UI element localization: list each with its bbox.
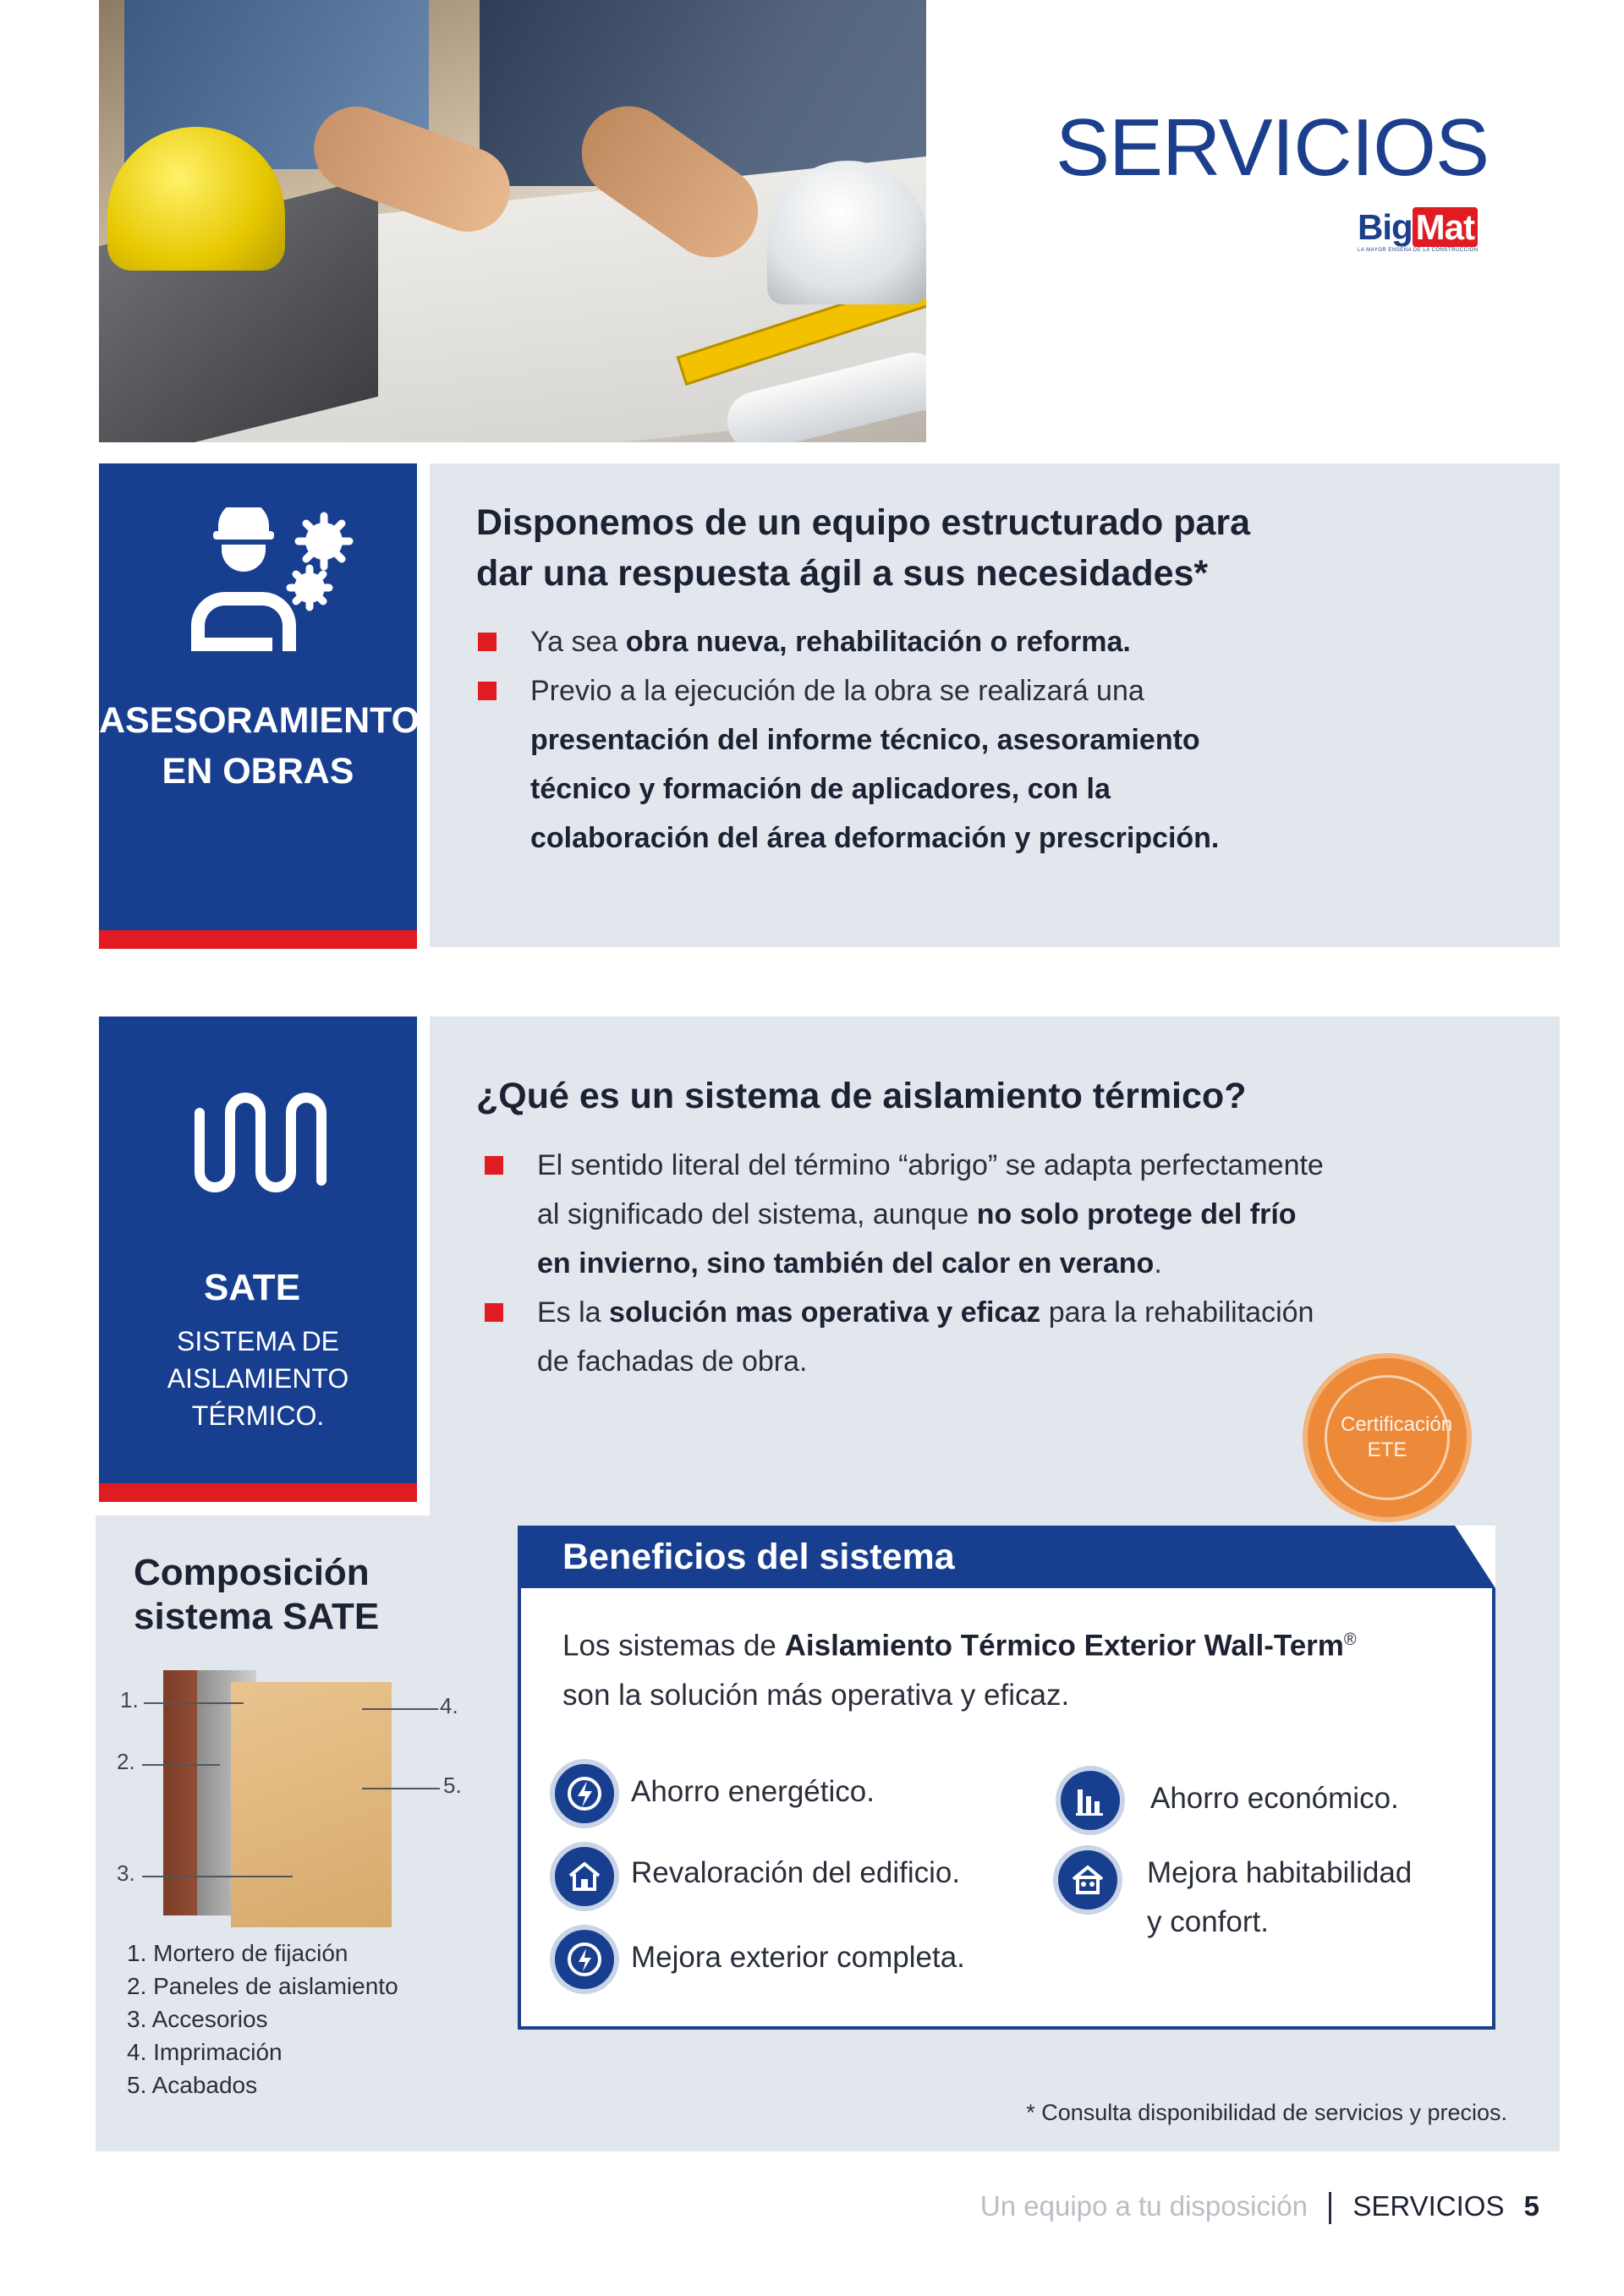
bullet-marker <box>485 1303 503 1322</box>
footer-tagline: Un equipo a tu disposición <box>979 2190 1308 2222</box>
composition-title: Composición sistema SATE <box>134 1552 380 1637</box>
callout-line <box>362 1788 440 1789</box>
benefit-economic-saving: Ahorro económico. <box>1150 1782 1399 1815</box>
list-item: 2. Paneles de aislamiento <box>127 1973 398 1999</box>
asesoramiento-red-strip <box>99 930 417 949</box>
benefit-exterior-improvement: Mejora exterior completa. <box>631 1941 965 1974</box>
callout-2: 2. <box>117 1749 135 1774</box>
bigmat-logo: BigMat LA MAYOR ENSEÑA DE LA CONSTRUCCIÓN <box>1358 207 1479 253</box>
list-item: Previo a la ejecución de la obra se realizará una presentación del informe técnico, asesoramiento técnico y formación de aplicadores, con la colaboración del área deformación y prescripción. <box>478 666 1451 863</box>
callout-line <box>142 1764 220 1766</box>
list-item: 3. Accesorios <box>127 2006 268 2032</box>
footer-divider <box>1329 2192 1331 2224</box>
page-footer <box>930 2190 1539 2224</box>
page-number: 5 <box>1523 2190 1539 2222</box>
page-title: SERVICIOS <box>1055 102 1489 193</box>
asesoramiento-heading: Disponemos de un equipo estructurado para dar una respuesta ágil a sus necesidades* <box>476 502 1251 594</box>
asesoramiento-panel-title: ASESORAMIENTO EN OBRAS <box>99 700 420 792</box>
engineer-gears-icon <box>184 507 362 660</box>
list-item: 1. Mortero de fijación <box>127 1940 348 1966</box>
sate-red-strip <box>99 1483 417 1502</box>
callout-line <box>142 1876 293 1877</box>
benefits-heading: Beneficios del sistema <box>562 1537 955 1577</box>
list-item: 5. Acabados <box>127 2072 258 2098</box>
list-item: Ya sea obra nueva, rehabilitación o reforma. <box>478 617 1451 666</box>
sate-panel-subtitle: SISTEMA DE AISLAMIENTO TÉRMICO. <box>167 1326 349 1431</box>
energy-icon <box>550 1759 619 1828</box>
bullet-marker <box>485 1156 503 1175</box>
benefits-intro: Los sistemas de Aislamiento Térmico Exterior Wall-Term® son la solución más operativa y eficaz. <box>562 1629 1357 1712</box>
callout-5: 5. <box>443 1773 462 1798</box>
list-item: El sentido literal del término “abrigo” se adapta perfectamente al significado del sistema, aunque no solo protege del frío en invierno, sino también del calor en verano. <box>485 1141 1500 1288</box>
composition-list <box>127 1937 482 2101</box>
footer-section: SERVICIOS <box>1352 2190 1505 2222</box>
callout-4: 4. <box>440 1693 458 1718</box>
sate-panel-title: SATE <box>203 1267 301 1308</box>
sate-layers-illustration <box>163 1670 392 1924</box>
bullet-marker <box>478 682 497 700</box>
callout-line <box>144 1702 244 1704</box>
bullet-marker <box>478 633 497 651</box>
ete-certification-seal: Certificación ETE <box>1303 1353 1472 1522</box>
callout-1: 1. <box>120 1687 139 1712</box>
list-item: 4. Imprimación <box>127 2039 283 2065</box>
bar-chart-icon <box>1056 1766 1125 1835</box>
house-icon <box>550 1842 619 1911</box>
callout-line <box>362 1708 438 1710</box>
callout-3: 3. <box>117 1860 135 1886</box>
benefit-habitability: Mejora habitabilidad y confort. <box>1147 1856 1413 1938</box>
power-icon <box>550 1925 619 1994</box>
footnote: * Consulta disponibilidad de servicios y precios. <box>1026 2100 1507 2125</box>
benefit-energy-saving: Ahorro energético. <box>631 1775 875 1808</box>
sate-heading: ¿Qué es un sistema de aislamiento térmico? <box>476 1076 1247 1116</box>
header-photo <box>99 0 926 442</box>
sate-bullets <box>485 1141 1500 1386</box>
benefits-header-corner <box>1455 1526 1495 1588</box>
home-comfort-icon <box>1053 1845 1122 1915</box>
heat-wave-icon <box>188 1079 328 1219</box>
asesoramiento-bullets <box>478 617 1451 863</box>
list-item: Es la solución mas operativa y eficaz para la rehabilitación de fachadas de obra. <box>485 1288 1500 1386</box>
benefit-building-revaluation: Revaloración del edificio. <box>631 1856 961 1889</box>
